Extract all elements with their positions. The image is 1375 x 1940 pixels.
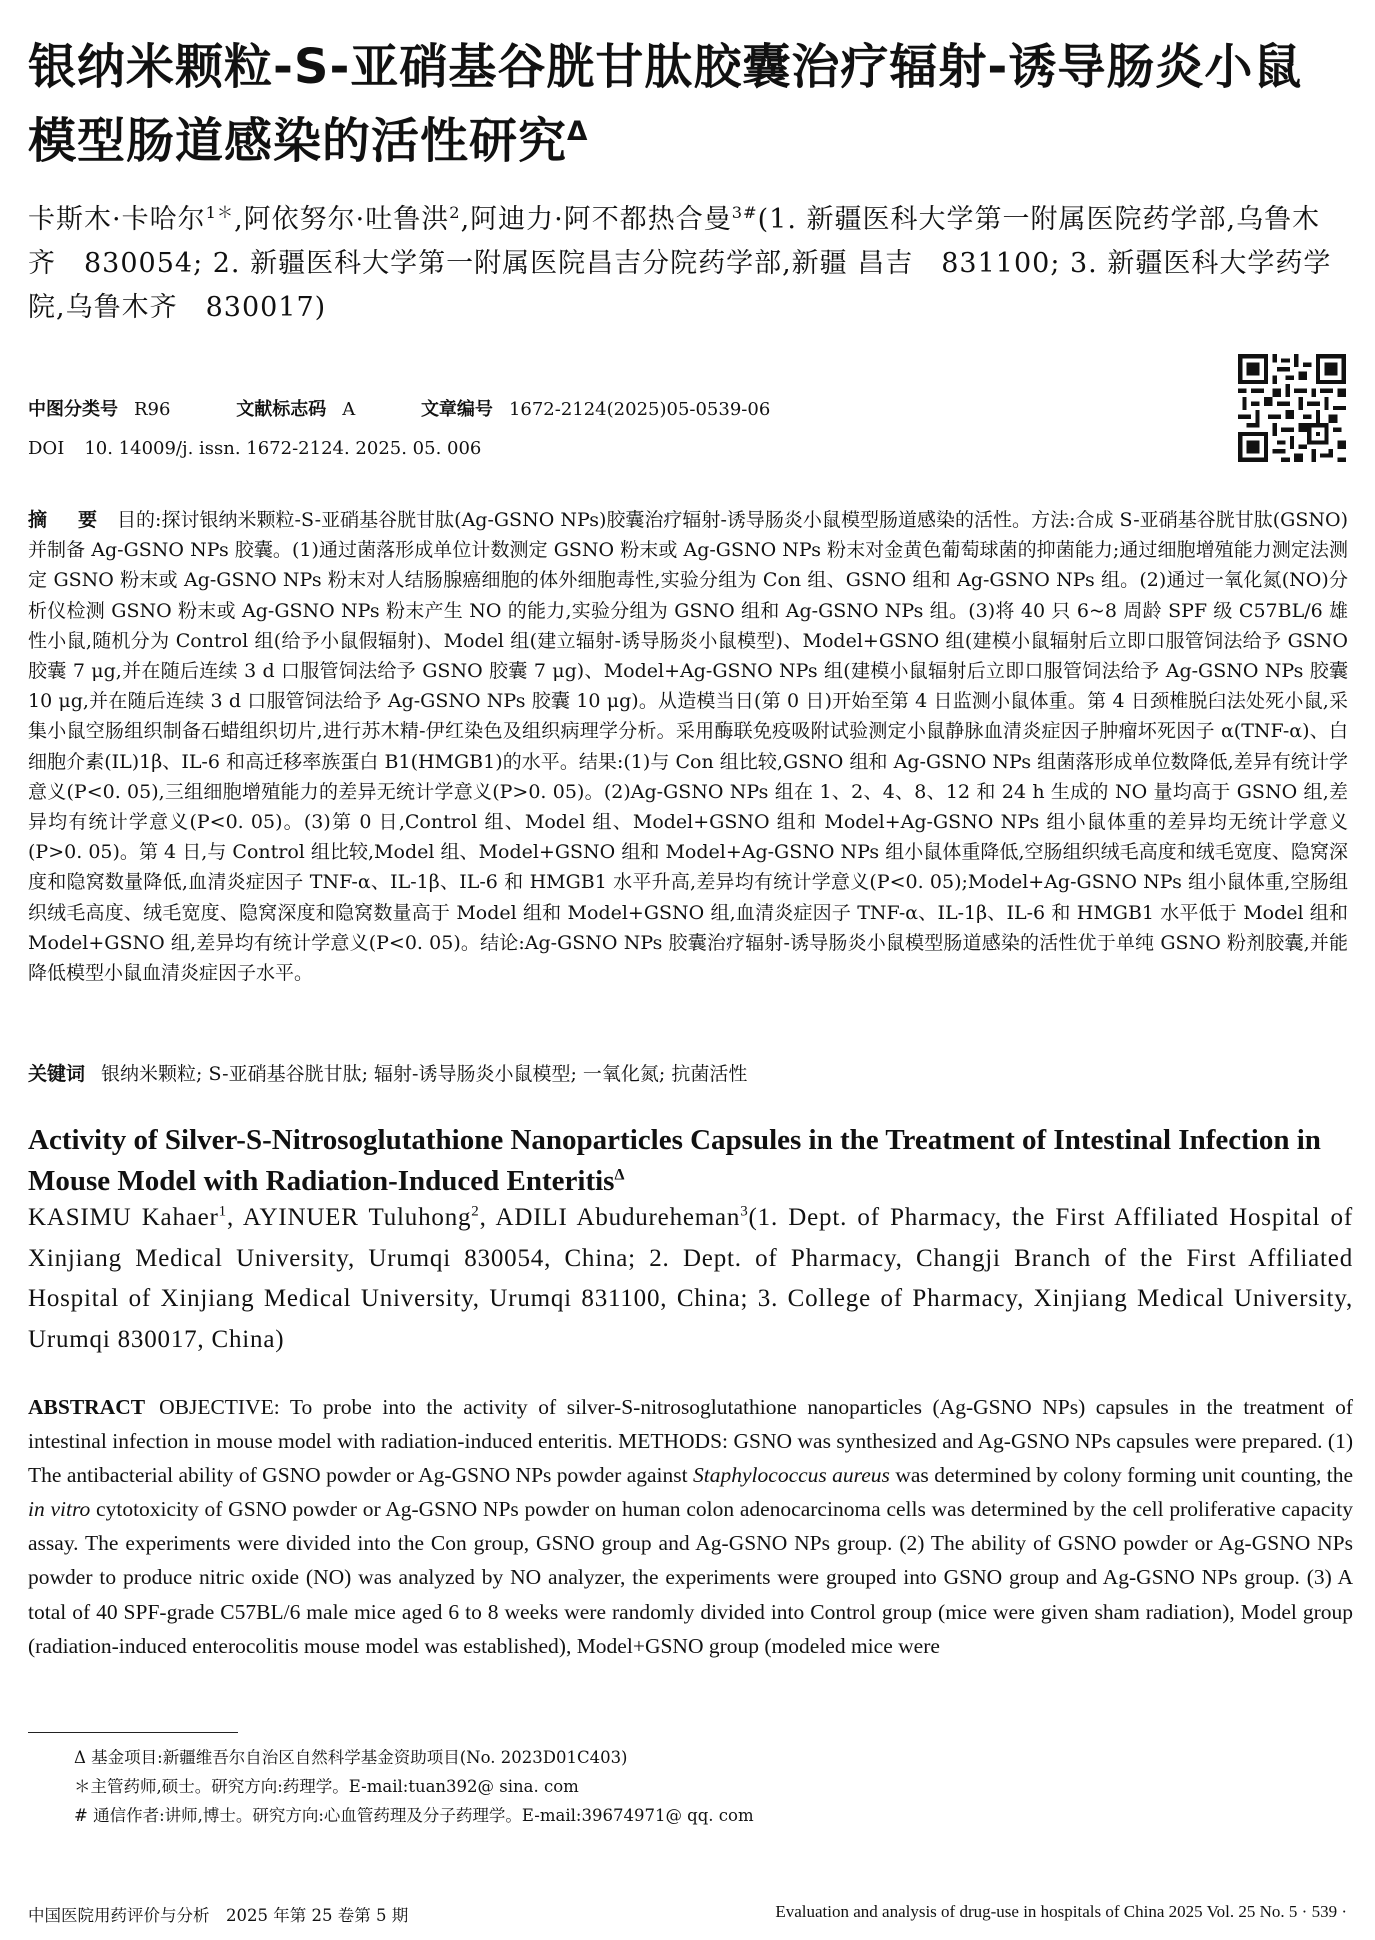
- affiliations-en: (1. Dept. of Pharmacy, the First Affiliated Hospital of Xinjiang Medical University, Urumqi 830054, China; 2. Dept. of Pharmacy, Changji Branch of the First Affiliated Hospital of Xinjiang Medical University, Urumqi 831100, China; 3. College of Pharmacy, Xinjiang Medical University, Urumqi 830017, China): [28, 1204, 1353, 1353]
- abstract-en-label: ABSTRACT: [28, 1395, 146, 1419]
- abstract-cn-label: 摘 要: [28, 509, 104, 531]
- footnote-corresponding-author: # 通信作者:讲师,博士。研究方向:心血管药理及分子药理学。E-mail:39674971@ qq. com: [74, 1806, 754, 1825]
- doi-label: DOI: [28, 438, 65, 459]
- keywords-label: 关键词: [28, 1063, 86, 1085]
- title-fund-mark: Δ: [567, 116, 589, 147]
- article-title-en: Activity of Silver-S-Nitrosoglutathione Nanoparticles Capsules in the Treatment of Intestinal Infection in Mouse Model with Radiation-Induced Enteritis$^\Delta$: [28, 1124, 1321, 1197]
- article-no-value: 1672-2124(2025)05-0539-06: [508, 399, 771, 420]
- abstract-cn-text: 目的:探讨银纳米颗粒-S-亚硝基谷胱甘肽(Ag-GSNO NPs)胶囊治疗辐射-诱导肠炎小鼠模型肠道感染的活性。方法:合成 S-亚硝基谷胱甘肽(GSNO)并制备 Ag-GSNO NPs 胶囊。(1)通过菌落形成单位计数测定 GSNO 粉末或 Ag-GSNO NPs 粉末对金黄色葡萄球菌的抑菌能力;通过细胞增殖能力测定法测定 GSNO 粉末或 Ag-GSNO NPs 粉末对人结肠腺癌细胞的体外细胞毒性,实验分组为 Con 组、GSNO 组和 Ag-GSNO NPs 组。(2)通过一氧化氮(NO)分析仪检测 GSNO 粉末或 Ag-GSNO NPs 粉末产生 NO 的能力,实验分组为 GSNO 组和 Ag-GSNO NPs 组。(3)将 40 只 6~8 周龄 SPF 级 C57BL/6 雄性小鼠,随机分为 Control 组(给予小鼠假辐射)、Model 组(建立辐射-诱导肠炎小鼠模型)、Model+GSNO 组(建模小鼠辐射后立即口服管饲法给予 GSNO 胶囊 7 μg,并在随后连续 3 d 口服管饲法给予 GSNO 胶囊 7 μg)、Model+Ag-GSNO NPs 组(建模小鼠辐射后立即口服管饲法给予 Ag-GSNO NPs 胶囊 10 μg,并在随后连续 3 d 口服管饲法给予 Ag-GSNO NPs 胶囊 10 μg)。从造模当日(第 0 日)开始至第 4 日监测小鼠体重。第 4 日颈椎脱臼法处死小鼠,采集小鼠空肠组织制备石蜡组织切片,进行苏木精-伊红染色及组织病理学分析。采用酶联免疫吸附试验测定小鼠静脉血清炎症因子肿瘤坏死因子 α(TNF-α)、白细胞介素(IL)1β、IL-6 和高迁移率族蛋白 B1(HMGB1)的水平。结果:(1)与 Con 组比较,GSNO 组和 Ag-GSNO NPs 组菌落形成单位数降低,差异有统计学意义(P<0. 05),三组细胞增殖能力的差异无统计学意义(P>0. 05)。(2)Ag-GSNO NPs 组在 1、2、4、8、12 和 24 h 生成的 NO 量均高于 GSNO 组,差异均有统计学意义(P<0. 05)。(3)第 0 日,Control 组、Model 组、Model+GSNO 组和 Model+Ag-GSNO NPs 组小鼠体重的差异均无统计学意义(P>0. 05)。第 4 日,与 Control 组比较,Model 组、Model+GSNO 组和 Model+Ag-GSNO NPs 组小鼠体重降低,空肠组织绒毛高度和绒毛宽度、隐窝深度和隐窝数量降低,血清炎症因子 TNF-α、IL-1β、IL-6 和 HMGB1 水平升高,差异均有统计学意义(P<0. 05);Model+Ag-GSNO NPs 组小鼠体重,空肠组织绒毛高度、绒毛宽度、隐窝深度和隐窝数量高于 Model 组和 Model+GSNO 组,血清炎症因子 TNF-α、IL-1β、IL-6 和 HMGB1 水平低于 Model 组和 Model+GSNO 组,差异均有统计学意义(P<0. 05)。结论:Ag-GSNO NPs 胶囊治疗辐射-诱导肠炎小鼠模型肠道感染的活性优于单纯 GSNO 粉剂胶囊,并能降低模型小鼠血清炎症因子水平。: [28, 509, 1348, 985]
- doc-code-value: A: [342, 399, 356, 420]
- footnote-first-author: ＊主管药师,硕士。研究方向:药理学。E-mail:tuan392@ sina. com: [74, 1777, 579, 1796]
- journal-footer-en: Evaluation and analysis of drug-use in hospitals of China 2025 Vol. 25 No. 5 · 539 ·: [775, 1902, 1347, 1921]
- abstract-en: ABSTRACT OBJECTIVE: To probe into the activity of silver-S-nitrosoglutathione nanoparticles (Ag-GSNO NPs) capsules in the treatment of intestinal infection in mouse model with radiation-induced enteritis. METHODS: GSNO was synthesized and Ag-GSNO NPs capsules were prepared. (1) The antibacterial ability of GSNO powder or Ag-GSNO NPs powder against Staphylococcus aureus was determined by colony forming unit counting, the in vitro cytotoxicity of GSNO powder or Ag-GSNO NPs powder on human colon adenocarcinoma cells was determined by the cell proliferative capacity assay. The experiments were divided into the Con group, GSNO group and Ag-GSNO NPs group. (2) The ability of GSNO powder or Ag-GSNO NPs powder to produce nitric oxide (NO) was analyzed by NO analyzer, the experiments were grouped into GSNO group and Ag-GSNO NPs group. (3) A total of 40 SPF-grade C57BL/6 male mice aged 6 to 8 weeks were randomly divided into Control group (mice were given sham radiation), Model group (radiation-induced enterocolitis mouse model was established), Model+GSNO group (modeled mice were: [28, 1395, 1353, 1658]
- doc-code-label: 文献标志码: [236, 399, 327, 420]
- authors-cn: 卡斯木·卡哈尔$^{1*}$,阿依努尔·吐鲁洪$^2$,阿迪力·阿不都热合曼$^{3\#}$(1. 新疆医科大学第一附属医院药学部,乌鲁木齐 830054; 2. 新疆医科大学第一附属医院昌吉分院药学部,新疆 昌吉 831100; 3. 新疆医科大学药学院,乌鲁木齐 830017): [28, 203, 1332, 323]
- keywords-cn: [28, 1059, 1348, 1089]
- authors-en: KASIMU Kahaer$^1$, AYINUER Tuluhong$^2$, ADILI Abudureheman$^3$(1. Dept. of Pharmacy, the First Affiliated Hospital of Xinjiang Medical University, Urumqi 830054, China; 2. Dept. of Pharmacy, Changji Branch of the First Affiliated Hospital of Xinjiang Medical University, Urumqi 831100, China; 3. College of Pharmacy, Xinjiang Medical University, Urumqi 830017, China): [28, 1203, 1353, 1353]
- keywords-text: 银纳米颗粒; S-亚硝基谷胱甘肽; 辐射-诱导肠炎小鼠模型; 一氧化氮; 抗菌活性: [101, 1063, 748, 1085]
- doi-value: 10. 14009/j. issn. 1672-2124. 2025. 05. 006: [84, 438, 482, 459]
- doi-line: [28, 430, 481, 468]
- footnote-divider: [28, 1732, 238, 1733]
- clc-value: R96: [134, 399, 171, 420]
- clc-label: 中图分类号: [28, 399, 118, 420]
- article-title-cn: 银纳米颗粒-S-亚硝基谷胱甘肽胶囊治疗辐射-诱导肠炎小鼠模型肠道感染的活性研究$^\Delta$: [28, 39, 1303, 169]
- footnote-fund: Δ 基金项目:新疆维吾尔自治区自然科学基金资助项目(No. 2023D01C403): [74, 1748, 628, 1767]
- footnotes: [74, 1743, 754, 1830]
- abstract-cn: [28, 505, 1348, 988]
- article-no-label: 文章编号: [420, 399, 493, 420]
- affiliations-cn: (1. 新疆医科大学第一附属医院药学部,乌鲁木齐 830054; 2. 新疆医科大学第一附属医院昌吉分院药学部,新疆 昌吉 831100; 3. 新疆医科大学药学院,乌鲁木齐 830017): [28, 204, 1332, 323]
- classification-line: [28, 391, 830, 429]
- qr-code-icon: [1238, 354, 1346, 462]
- journal-footer-cn: 中国医院用药评价与分析 2025 年第 25 卷第 5 期: [28, 1906, 409, 1925]
